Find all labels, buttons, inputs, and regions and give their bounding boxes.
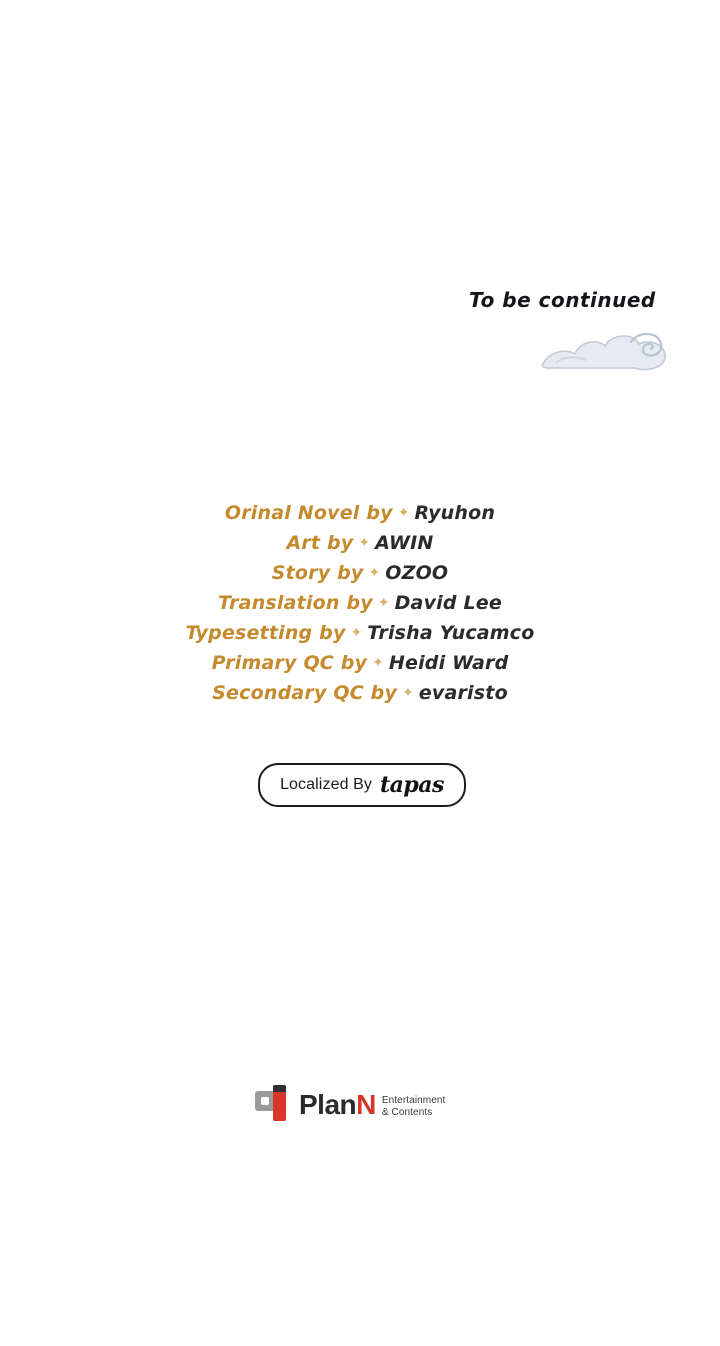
credit-row xyxy=(0,678,720,708)
credit-role: Secondary QC by xyxy=(212,682,398,704)
credit-separator-icon: ✦ xyxy=(368,565,381,581)
credit-name: evaristo xyxy=(418,682,508,704)
localized-by-label: Localized By xyxy=(280,776,372,793)
plann-mark-square-hole xyxy=(261,1097,269,1105)
credit-row xyxy=(0,618,720,648)
localized-by-badge[interactable] xyxy=(258,763,466,807)
credit-name: OZOO xyxy=(385,562,449,584)
plann-word-part2: N xyxy=(356,1089,376,1120)
to-be-continued-text: To be continued xyxy=(469,288,656,312)
plann-logo-icon xyxy=(255,1085,299,1125)
plann-wordmark xyxy=(299,1090,376,1120)
credit-separator-icon: ✦ xyxy=(402,685,414,701)
plann-subtitle xyxy=(382,1091,446,1119)
credit-separator-icon: ✦ xyxy=(350,625,363,641)
credit-separator-icon: ✦ xyxy=(377,595,390,611)
cloud-swirl-icon xyxy=(535,312,675,387)
credit-role: Story by xyxy=(271,562,364,584)
to-be-continued-block xyxy=(455,288,695,388)
credit-role: Art by xyxy=(286,532,354,554)
credit-row xyxy=(0,498,720,528)
credit-row xyxy=(0,588,720,618)
credit-role: Orinal Novel by xyxy=(224,502,393,524)
credit-role: Primary QC by xyxy=(211,652,368,674)
credit-row xyxy=(0,528,720,558)
credit-row xyxy=(0,648,720,678)
plann-subtitle-line1: Entertainment xyxy=(381,1095,446,1106)
credit-name: David Lee xyxy=(394,592,502,614)
plann-logo xyxy=(255,1083,470,1127)
credit-name: Ryuhon xyxy=(414,502,496,524)
credit-name: Trisha Yucamco xyxy=(367,622,535,644)
tapas-wordmark: tapas xyxy=(379,772,444,798)
credit-row xyxy=(0,558,720,588)
credits-list xyxy=(0,498,720,708)
plann-subtitle-line2: & Contents xyxy=(381,1107,433,1118)
credit-role: Typesetting by xyxy=(185,622,346,644)
credit-separator-icon: ✦ xyxy=(397,505,410,521)
credit-separator-icon: ✦ xyxy=(358,535,371,551)
credit-name: AWIN xyxy=(375,532,434,554)
plann-mark-bar-notch xyxy=(273,1085,286,1092)
plann-word-part1: Plan xyxy=(299,1089,357,1120)
credit-role: Translation by xyxy=(218,592,373,614)
credit-name: Heidi Ward xyxy=(388,652,509,674)
credit-separator-icon: ✦ xyxy=(372,655,384,671)
